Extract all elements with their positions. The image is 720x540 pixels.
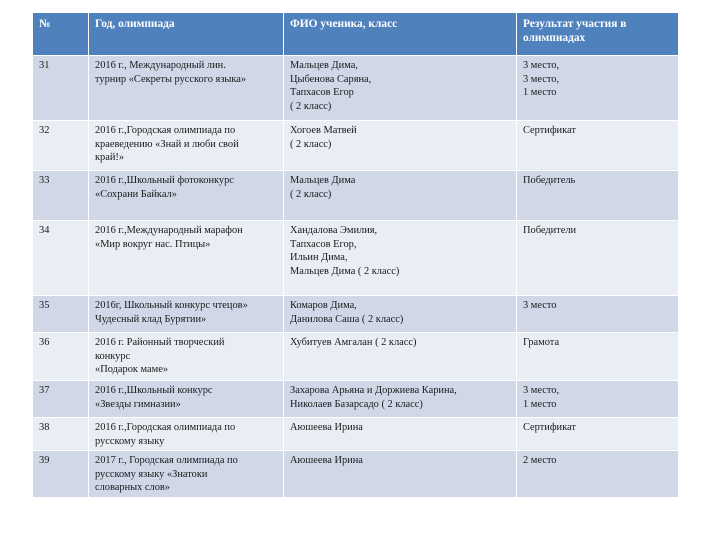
student-line: Тапхасов Егор: [290, 87, 354, 99]
table-header: [33, 13, 679, 56]
event-line: «Подарок маме»: [95, 364, 169, 376]
students-cell: [284, 296, 517, 333]
table-row: [33, 171, 679, 221]
row-number: 32: [33, 121, 89, 171]
row-number: 36: [33, 333, 89, 381]
row-number: 35: [33, 296, 89, 333]
row-number: 33: [33, 171, 89, 221]
table-row: [33, 418, 679, 451]
event-line: конкурс: [95, 350, 131, 362]
student-line: Хогоев Матвей: [290, 125, 357, 136]
event-line: 2016г, Школьный конкурс чтецов»: [95, 300, 248, 311]
result-line: 3 место,: [523, 73, 560, 85]
students-cell: [284, 333, 517, 381]
student-line: ( 2 класс): [290, 188, 332, 200]
result-line: 2 место: [523, 455, 557, 467]
result-cell: [517, 56, 679, 121]
students-cell: [284, 121, 517, 171]
event-line: турнир «Секреты русского языка»: [95, 73, 247, 85]
result-line: Сертификат: [523, 422, 576, 433]
result-line: 1 место: [523, 87, 557, 99]
event-cell: [89, 418, 284, 451]
table-body: [33, 56, 679, 498]
result-line: 3 место: [523, 300, 557, 311]
result-cell: [517, 121, 679, 171]
student-line: Захарова Арьяна и Доржиева Карина,: [290, 385, 457, 396]
result-line: Победители: [523, 225, 577, 236]
students-cell: [284, 56, 517, 121]
event-cell: [89, 381, 284, 418]
student-line: ( 2 класс): [290, 138, 332, 150]
event-line: словарных слов»: [95, 482, 170, 494]
student-line: Мальцев Дима: [290, 175, 356, 186]
student-line: Ильин Дима,: [290, 252, 348, 264]
event-cell: [89, 56, 284, 121]
students-cell: [284, 418, 517, 451]
event-line: русскому языку «Знатоки: [95, 468, 208, 480]
table-row: [33, 56, 679, 121]
event-line: 2016 г., Международный лин.: [95, 60, 226, 71]
event-cell: [89, 451, 284, 498]
event-cell: [89, 333, 284, 381]
header-result: Результат участия в олимпиадах: [517, 13, 679, 56]
event-line: 2016 г.,Международный марафон: [95, 225, 243, 236]
student-line: Хубитуев Амгалан ( 2 класс): [290, 337, 417, 348]
header-year-olympiad: Год, олимпиада: [89, 13, 284, 56]
event-line: краеведению «Знай и люби свой: [95, 138, 239, 150]
event-line: Чудесный клад Бурятии»: [95, 313, 207, 325]
student-line: Николаев Базарсадо ( 2 класс): [290, 398, 423, 410]
student-line: ( 2 класс): [290, 100, 332, 112]
event-line: 2016 г.,Городская олимпиада по: [95, 422, 236, 433]
event-line: «Звезды гимназии»: [95, 398, 181, 410]
student-line: Аюшеева Ирина: [290, 455, 363, 467]
student-line: Тапхасов Егор,: [290, 238, 357, 250]
table-row: [33, 221, 679, 296]
student-line: Хандалова Эмилия,: [290, 225, 378, 236]
students-cell: [284, 221, 517, 296]
result-line: 3 место,: [523, 385, 560, 396]
event-cell: [89, 221, 284, 296]
result-cell: [517, 296, 679, 333]
student-line: Данилова Саша ( 2 класс): [290, 313, 404, 325]
event-cell: [89, 121, 284, 171]
event-line: 2016 г.,Школьный фотоконкурс: [95, 175, 234, 186]
result-line: Победитель: [523, 175, 576, 186]
header-student-class: ФИО ученика, класс: [284, 13, 517, 56]
result-line: Грамота: [523, 337, 560, 348]
students-cell: [284, 451, 517, 498]
row-number: 37: [33, 381, 89, 418]
event-line: русскому языку: [95, 435, 165, 447]
result-cell: [517, 333, 679, 381]
table-row: [33, 121, 679, 171]
row-number: 31: [33, 56, 89, 121]
event-line: «Сохрани Байкал»: [95, 188, 177, 200]
result-cell: [517, 381, 679, 418]
student-line: Мальцев Дима ( 2 класс): [290, 265, 400, 277]
header-number: №: [33, 13, 89, 56]
event-cell: [89, 171, 284, 221]
student-line: Аюшеева Ирина: [290, 422, 363, 433]
student-line: Мальцев Дима,: [290, 60, 358, 71]
result-cell: [517, 418, 679, 451]
event-line: «Мир вокруг нас. Птицы»: [95, 238, 211, 250]
olympiad-results-table: [32, 12, 679, 498]
event-line: край!»: [95, 152, 125, 164]
event-line: 2016 г. Районный творческий: [95, 337, 225, 348]
result-line: 3 место,: [523, 60, 560, 71]
table-row: [33, 451, 679, 498]
row-number: 34: [33, 221, 89, 296]
table-row: [33, 296, 679, 333]
event-line: 2016 г.,Городская олимпиада по: [95, 125, 236, 136]
result-cell: [517, 221, 679, 296]
table-row: [33, 333, 679, 381]
event-line: 2017 г., Городская олимпиада по: [95, 455, 238, 467]
event-line: 2016 г.,Школьный конкурс: [95, 385, 213, 396]
result-cell: [517, 451, 679, 498]
student-line: Комаров Дима,: [290, 300, 357, 311]
row-number: 39: [33, 451, 89, 498]
row-number: 38: [33, 418, 89, 451]
student-line: Цыбенова Саряна,: [290, 73, 372, 85]
table-row: [33, 381, 679, 418]
result-line: Сертификат: [523, 125, 576, 136]
result-line: 1 место: [523, 398, 557, 410]
students-cell: [284, 381, 517, 418]
result-cell: [517, 171, 679, 221]
event-cell: [89, 296, 284, 333]
header-row: [33, 13, 679, 56]
students-cell: [284, 171, 517, 221]
